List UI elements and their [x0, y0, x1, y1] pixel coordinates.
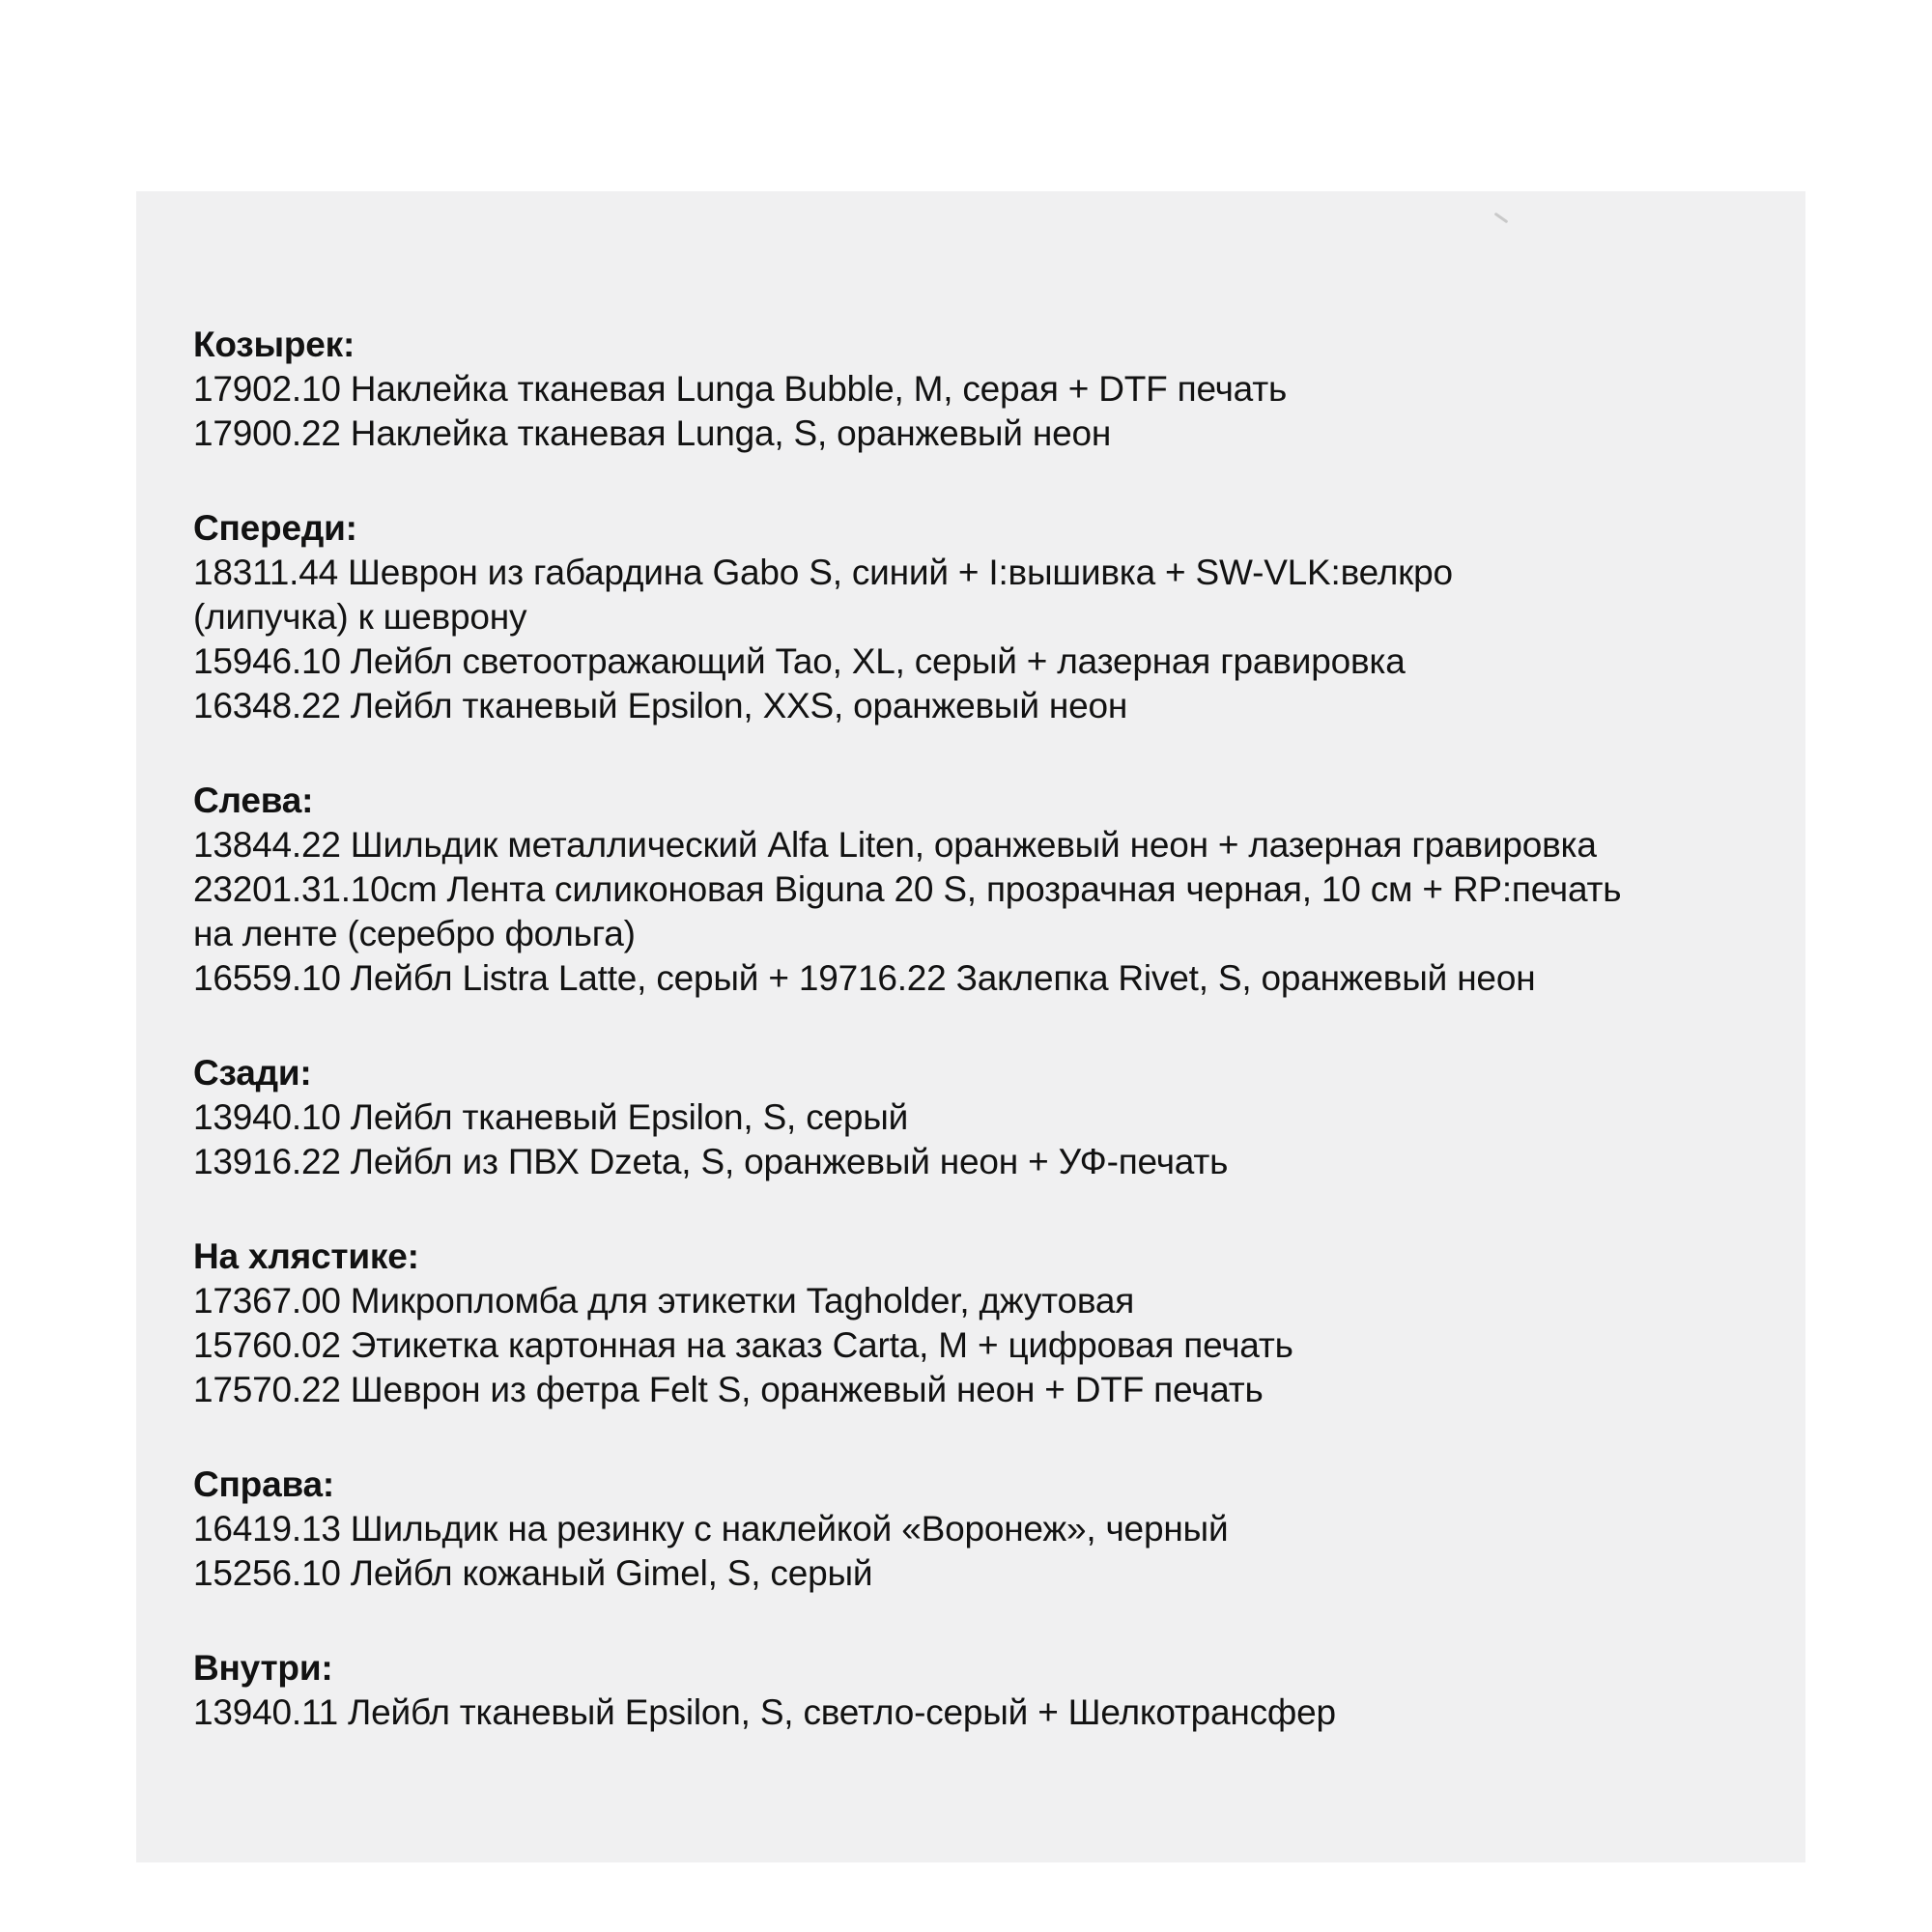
item-line: 16559.10 Лейбл Listra Latte, серый + 19716.22 Заклепка Rivet, S, оранжевый неон [193, 958, 1536, 998]
section-title: Сзади: [193, 1053, 312, 1093]
item-line: 15760.02 Этикетка картонная на заказ Carta, M + цифровая печать [193, 1325, 1293, 1365]
item-line: 17902.10 Наклейка тканевая Lunga Bubble, M, серая + DTF печать [193, 369, 1288, 409]
placement-section [193, 506, 1776, 728]
placement-section [193, 1051, 1776, 1184]
placement-section [193, 1463, 1776, 1596]
item-line: 13940.11 Лейбл тканевый Epsilon, S, светло-серый + Шелкотрансфер [193, 1692, 1336, 1732]
item-line: (липучка) к шеврону [193, 597, 527, 637]
placement-section [193, 779, 1776, 1001]
item-line: 17367.00 Микропломба для этикетки Tagholder, джутовая [193, 1281, 1135, 1321]
item-line: 13916.22 Лейбл из ПВХ Dzeta, S, оранжевый неон + УФ-печать [193, 1142, 1229, 1181]
placement-list [136, 191, 1805, 1735]
item-line: на ленте (серебро фольга) [193, 914, 636, 953]
document-sheet [136, 191, 1805, 1862]
section-title: Козырек: [193, 325, 355, 364]
item-line: 17570.22 Шеврон из фетра Felt S, оранжевый неон + DTF печать [193, 1370, 1264, 1409]
item-line: 16348.22 Лейбл тканевый Epsilon, XXS, оранжевый неон [193, 686, 1128, 725]
section-title: Спереди: [193, 508, 357, 548]
placement-section [193, 323, 1776, 456]
item-line: 13940.10 Лейбл тканевый Epsilon, S, серый [193, 1097, 909, 1137]
section-title: На хлястике: [193, 1236, 419, 1276]
item-line: 18311.44 Шеврон из габардина Gabo S, синий + I:вышивка + SW-VLK:велкро [193, 553, 1453, 592]
section-title: Слева: [193, 781, 314, 820]
item-line: 16419.13 Шильдик на резинку с наклейкой «Воронеж», черный [193, 1509, 1229, 1548]
section-title: Внутри: [193, 1648, 333, 1688]
placement-section [193, 1235, 1776, 1412]
item-line: 13844.22 Шильдик металлический Alfa Liten, оранжевый неон + лазерная гравировка [193, 825, 1597, 865]
section-title: Справа: [193, 1464, 335, 1504]
item-line: 23201.31.10cm Лента силиконовая Biguna 20 S, прозрачная черная, 10 см + RP:печать [193, 869, 1622, 909]
placement-section [193, 1646, 1776, 1735]
item-line: 15946.10 Лейбл светоотражающий Tao, XL, серый + лазерная гравировка [193, 641, 1406, 681]
item-line: 17900.22 Наклейка тканевая Lunga, S, оранжевый неон [193, 413, 1112, 453]
item-line: 15256.10 Лейбл кожаный Gimel, S, серый [193, 1553, 873, 1593]
